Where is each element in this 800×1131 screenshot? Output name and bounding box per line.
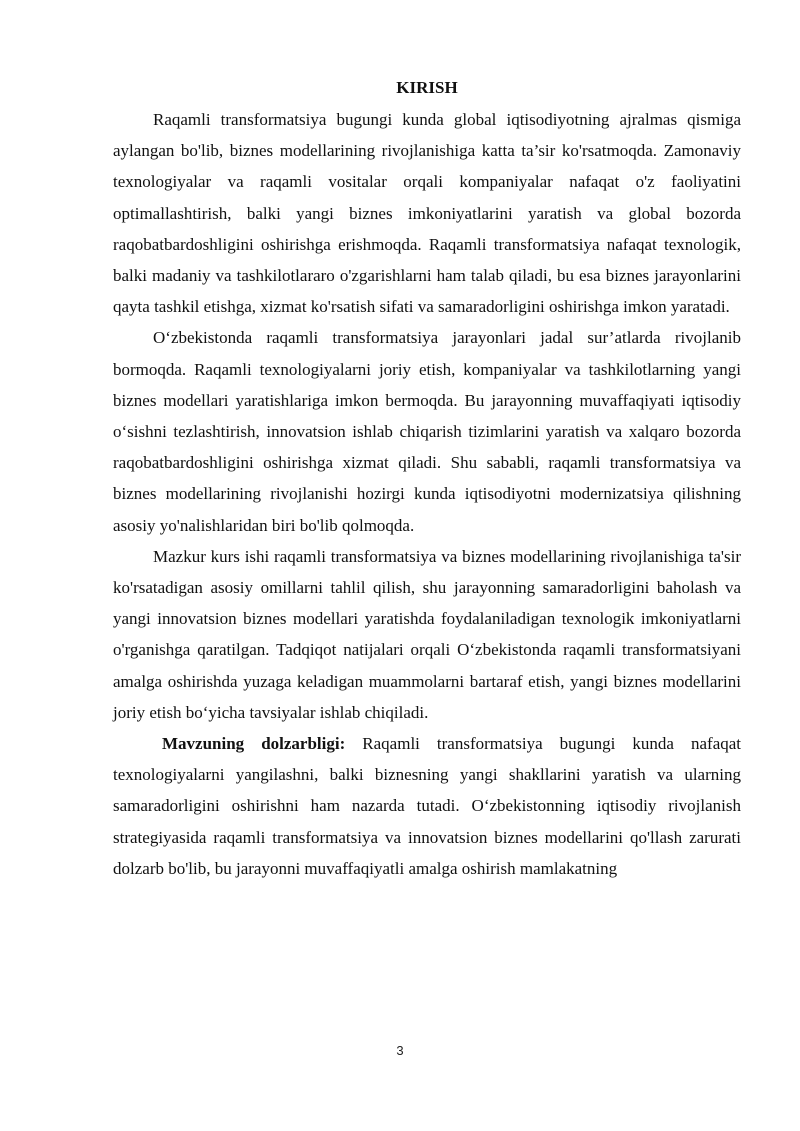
section-title: KIRISH	[396, 78, 458, 97]
page-number: 3	[396, 1043, 404, 1058]
paragraph-text: O‘zbekistonda raqamli transformatsiya jarayonlari jadal sur’atlarda rivojlanib bormoqda. Raqamli texnologiyalarni joriy etish, kompaniyalar va tashkilotlarning yangi biznes modellari yaratishlariga imkon bermoqda. Bu jarayonning muvaffaqiyati iqtisodiy o‘sishni tezlashtirish, innovatsion ishlab chiqarish tizimlarini yaratish va xalqaro bozorda raqobatbardoshligini oshirishga xizmat qiladi. Shu sababli, raqamli transformatsiya va biznes modellarining rivojlanishi hozirgi kunda iqtisodiyotni modernizatsiya qilishning asosiy yo'nalishlaridan biri bo'lib qolmoqda.	[113, 328, 741, 535]
paragraph-text: Mazkur kurs ishi raqamli transformatsiya va biznes modellarining rivojlanishiga ta'sir ko'rsatadigan asosiy omillarni tahlil qilish, shu jarayonning samaradorligini baholash va yangi innovatsion biznes modellari yaratishda foydalaniladigan texnologik imkoniyatlarni o'rganishga qaratilgan. Tadqiqot natijalari orqali O‘zbekistonda raqamli transformatsiyani amalga oshirishda yuzaga keladigan muammolarni bartaraf etish, yangi biznes modellarini joriy etish bo‘yicha tavsiyalar ishlab chiqiladi.	[113, 546, 741, 722]
paragraph-course-work	[113, 541, 741, 728]
paragraph-intro	[113, 104, 741, 322]
paragraph-text: Raqamli transformatsiya bugungi kunda nafaqat texnologiyalarni yangilashni, balki biznesning yangi shakllarini yaratish va ularning samaradorligini oshirishni ham nazarda tutadi. O‘zbekistonning iqtisodiy rivojlanish strategiyasida raqamli transformatsiya va innovatsion biznes modellarini qo'llash zarurati dolzarb bo'lib, bu jarayonni muvaffaqiyatli amalga oshirish mamlakatning	[113, 734, 742, 878]
paragraph-relevance	[113, 728, 741, 884]
paragraph-uzbekistan	[113, 322, 741, 540]
paragraph-text: Raqamli transformatsiya bugungi kunda global iqtisodiyotning ajralmas qismiga aylangan bo'lib, biznes modellarining rivojlanishiga katta ta’sir ko'rsatmoqda. Zamonaviy texnologiyalar va raqamli vositalar orqali kompaniyalar nafaqat o'z faoliyatini optimallashtirish, balki yangi biznes imkoniyatlarini yaratish va global bozorda raqobatbardoshligini oshirishga erishmoqda. Raqamli transformatsiya nafaqat texnologik, balki madaniy va tashkilotlararo o'zgarishlarni ham talab qiladi, bu esa biznes jarayonlarini qayta tashkil etishga, xizmat ko'rsatish sifati va samaradorligini oshirishga imkon yaratadi.	[113, 110, 741, 317]
paragraph-lead: Mavzuning dolzarbligi:	[162, 734, 346, 754]
document-page	[113, 74, 741, 884]
